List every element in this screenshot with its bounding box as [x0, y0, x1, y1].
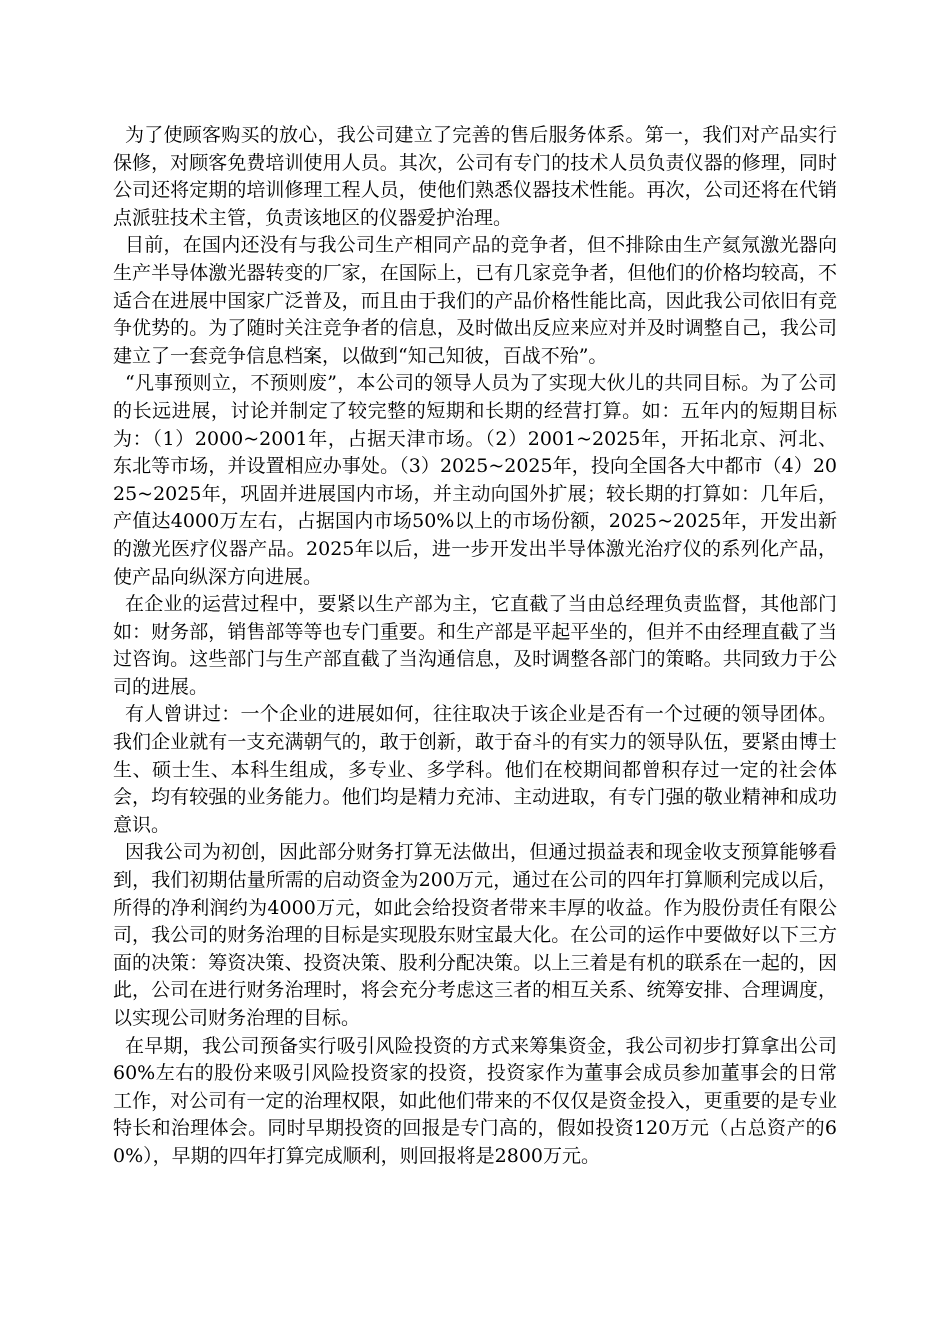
paragraph-financial-management: 因我公司为初创，因此部分财务打算无法做出，但通过损益表和现金收支预算能够看到，我们初期估量所需的启动资金为200万元，通过在公司的四年打算顺利完成以后，所得的净利润约为4000万元，如此会给投资者带来丰厚的收益。作为股份责任有限公司，我公司的财务治理的目标是实现股东财宝最大化。在公司的运作中要做好以下三方面的决策：筹资决策、投资决策、股利分配决策。以上三着是有机的联系在一起的，因此，公司在进行财务治理时，将会充分考虑这三者的相互关系、统筹安排、合理调度，以实现公司财务治理的目标。	[113, 841, 837, 1029]
paragraph-business-plan: “凡事预则立，不预则废”，本公司的领导人员为了实现大伙儿的共同目标。为了公司的长远进展，讨论并制定了较完整的短期和长期的经营打算。如：五年内的短期目标为：（1）2000~2001年，占据天津市场。（2）2001~2025年，开拓北京、河北、东北等市场，并设置相应办事处。（3）2025~2025年，投向全国各大中都市（4）2025~2025年，巩固并进展国内市场，并主动向国外扩展；较长期的打算如：几年后，产值达4000万左右，占据国内市场50%以上的市场份额，2025~2025年，开发出新的激光医疗仪器产品。2025年以后，进一步开发出半导体激光治疗仪的系列化产品，使产品向纵深方向进展。	[113, 372, 837, 588]
paragraph-after-sales-service: 为了使顾客购买的放心，我公司建立了完善的售后服务体系。第一，我们对产品实行保修，对顾客免费培训使用人员。其次，公司有专门的技术人员负责仪器的修理，同时公司还将定期的培训修理工程人员，使他们熟悉仪器技术性能。再次，公司还将在代销点派驻技术主管，负责该地区的仪器爱护治理。	[113, 124, 837, 229]
document-page	[113, 122, 837, 1171]
paragraph-leadership-team: 有人曾讲过：一个企业的进展如何，往往取决于该企业是否有一个过硬的领导团体。我们企业就有一支充满朝气的，敢于创新，敢于奋斗的有实力的领导队伍，要紧由博士生、硕士生、本科生组成，多专业、多学科。他们在校期间都曾积存过一定的社会体会，均有较强的业务能力。他们均是精力充沛、主动进取，有专门强的敬业精神和成功意识。	[113, 703, 837, 836]
paragraph-competition: 目前，在国内还没有与我公司生产相同产品的竞争者，但不排除由生产氦氖激光器向生产半导体激光器转变的厂家，在国际上，已有几家竞争者，但他们的价格均较高，不适合在进展中国家广泛普及，而且由于我们的产品价格性能比高，因此我公司依旧有竞争优势的。为了随时关注竞争者的信息，及时做出反应来应对并及时调整自己，我公司建立了一套竞争信息档案，以做到“知己知彼，百战不殆”。	[113, 234, 837, 367]
paragraph-venture-investment: 在早期，我公司预备实行吸引风险投资的方式来筹集资金，我公司初步打算拿出公司60%左右的股份来吸引风险投资家的投资，投资家作为董事会成员参加董事会的日常工作，对公司有一定的治理权限，如此他们带来的不仅仅是资金投入，更重要的是专业特长和治理体会。同时早期投资的回报是专门高的，假如投资120万元（占总资产的60%），早期的四年打算完成顺利，则回报将是2800万元。	[113, 1034, 837, 1167]
paragraph-organization: 在企业的运营过程中，要紧以生产部为主，它直截了当由总经理负责监督，其他部门如：财务部，销售部等等也专门重要。和生产部是平起平坐的，但并不由经理直截了当过咨询。这些部门与生产部直截了当沟通信息，及时调整各部门的策略。共同致力于公司的进展。	[113, 593, 837, 698]
